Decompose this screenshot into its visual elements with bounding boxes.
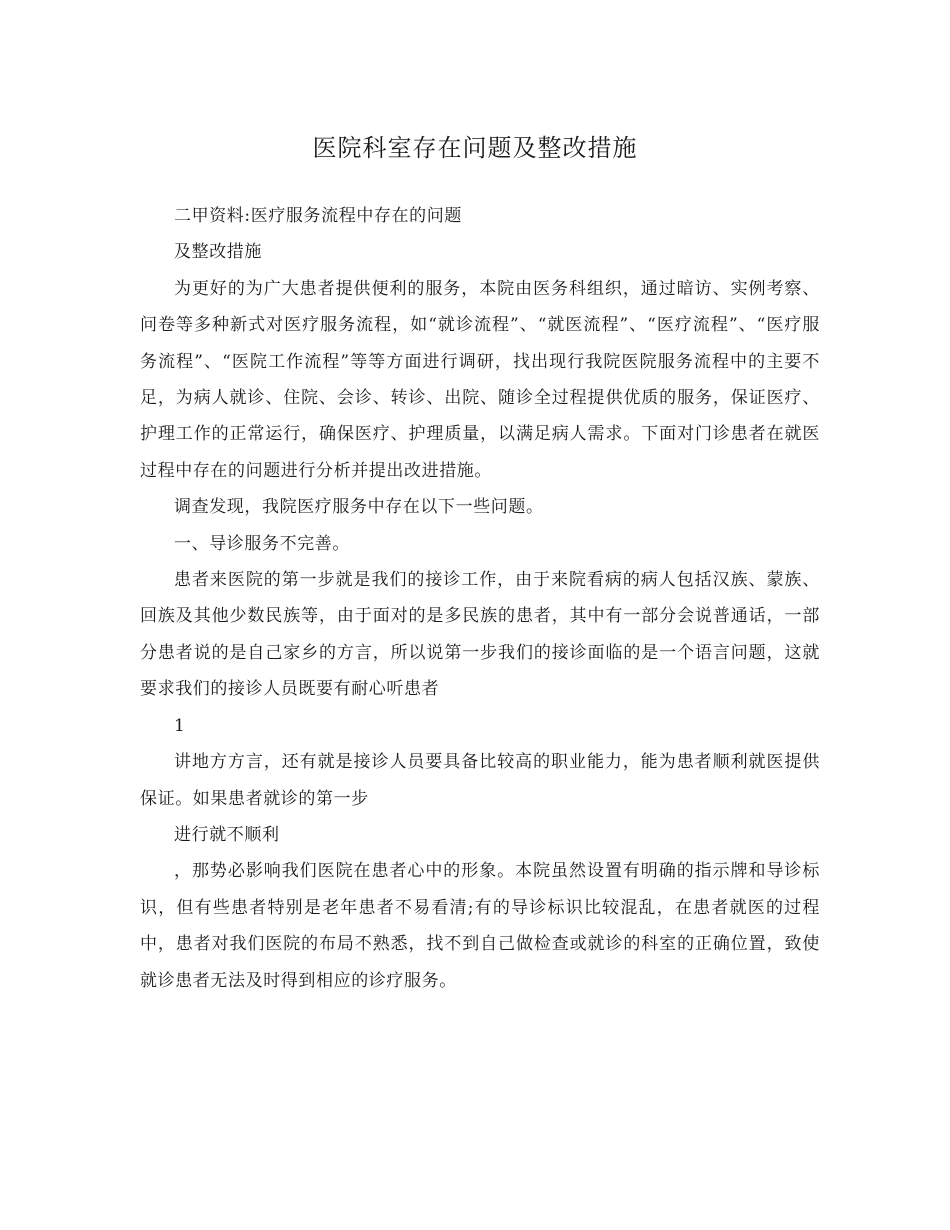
- paragraph: ，那势必影响我们医院在患者心中的形象。本院虽然设置有明确的指示牌和导诊标识，但有些患者特别是老年患者不易看清;有的导诊标识比较混乱，在患者就医的过程中，患者对我们医院的布局不熟悉，找不到自己做检查或就诊的科室的正确位置，致使就诊患者无法及时得到相应的诊疗服务。: [140, 861, 820, 991]
- page-number: 1: [174, 715, 186, 736]
- paragraph: 调查发现，我院医疗服务中存在以下一些问题。: [174, 497, 544, 518]
- paragraph: 患者来医院的第一步就是我们的接诊工作，由于来院看病的病人包括汉族、蒙族、回族及其他少数民族等，由于面对的是多民族的患者，其中有一部分会说普通话，一部分患者说的是自己家乡的方言，所以说第一步我们的接诊面临的是一个语言问题，这就要求我们的接诊人员既要有耐心听患者: [140, 570, 820, 700]
- paragraph: 及整改措施: [174, 242, 262, 263]
- section-heading: 一、导诊服务不完善。: [174, 533, 350, 554]
- document-body: [140, 198, 820, 999]
- paragraph: 为更好的为广大患者提供便利的服务，本院由医务科组织，通过暗访、实例考察、问卷等多种新式对医疗服务流程，如“就诊流程”、“就医流程”、“医疗流程”、“医疗服务流程”、“医院工作流程”等等方面进行调研，找出现行我院医院服务流程中的主要不足，为病人就诊、住院、会诊、转诊、出院、随诊全过程提供优质的服务，保证医疗、护理工作的正常运行，确保医疗、护理质量，以满足病人需求。下面对门诊患者在就医过程中存在的问题进行分析并提出改进措施。: [140, 278, 820, 481]
- document-title: 医院科室存在问题及整改措施: [312, 134, 638, 162]
- paragraph: 二甲资料:医疗服务流程中存在的问题: [174, 206, 462, 226]
- paragraph: 进行就不顺利: [174, 824, 280, 845]
- paragraph: 讲地方方言，还有就是接诊人员要具备比较高的职业能力，能为患者顺利就医提供保证。如果患者就诊的第一步: [140, 752, 820, 809]
